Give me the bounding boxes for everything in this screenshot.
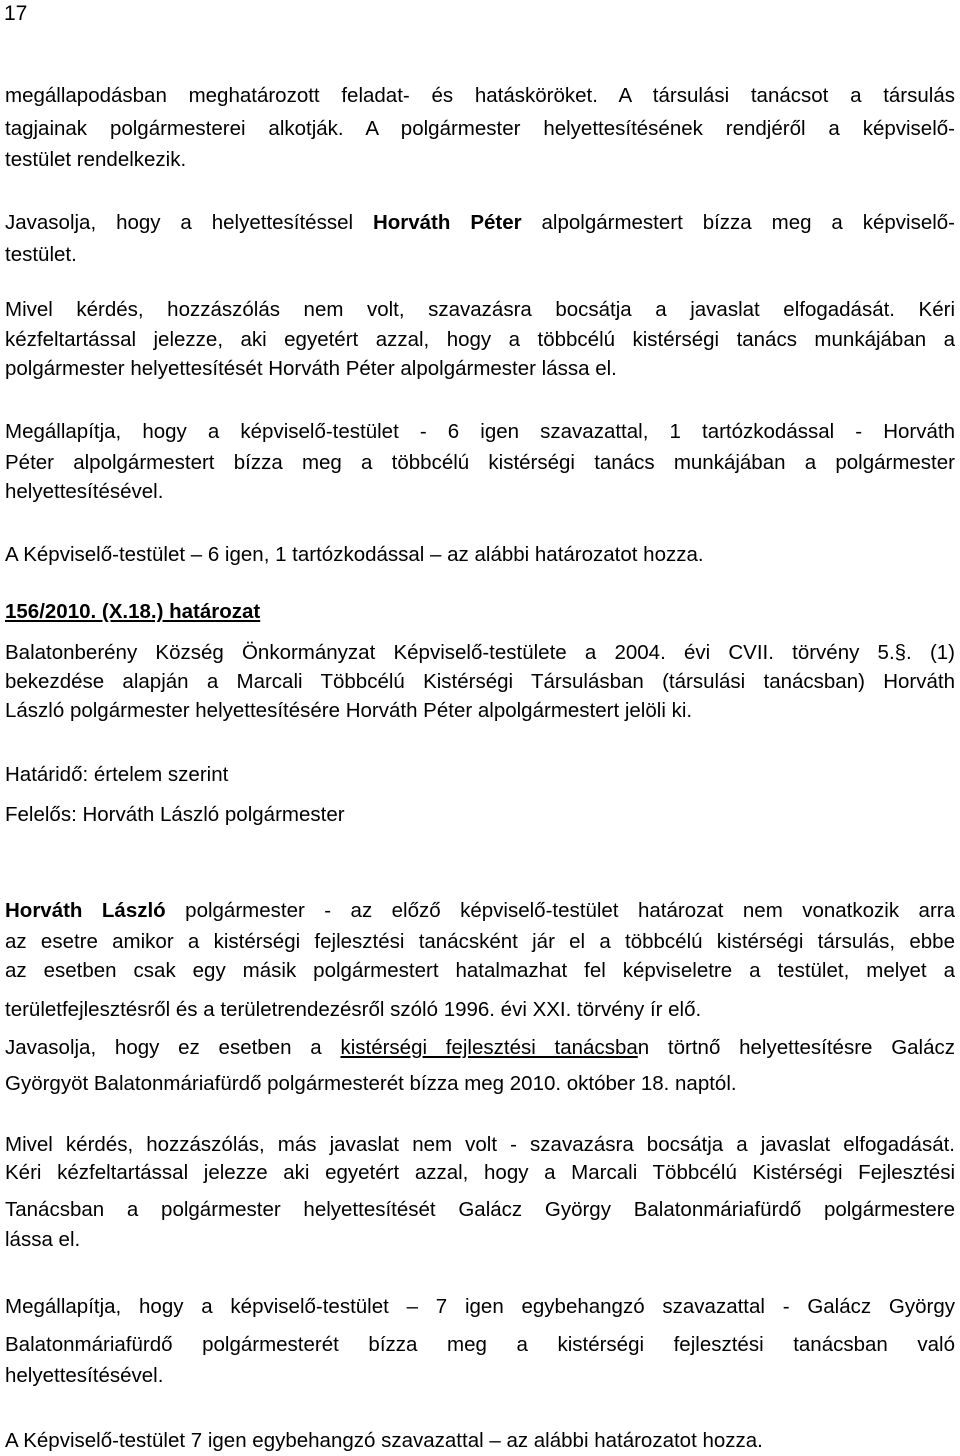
text-span: helyettesítésével. (5, 480, 164, 503)
underlined-text: kistérségi fejlesztési tanácsba (340, 1036, 638, 1059)
text-line (5, 597, 955, 627)
text-line (5, 417, 955, 447)
text-span: Megállapítja, hogy a képviselő-testület – 7 igen egybehangzó szavazattal - Galácz György (5, 1295, 955, 1318)
text-line (5, 354, 955, 384)
text-span: Mivel kérdés, hozzászólás, más javaslat nem volt - szavazásra bocsátja a javaslat elfogadását. (5, 1133, 955, 1156)
text-span: testület rendelkezik. (5, 148, 187, 171)
text-span: lássa el. (5, 1228, 81, 1251)
text-span: László polgármester helyettesítésére Horváth Péter alpolgármestert jelöli ki. (5, 699, 693, 722)
text-span: Péter alpolgármestert bízza meg a többcélú kistérségi tanács munkájában a polgármester (5, 451, 955, 474)
text-line (5, 145, 955, 175)
text-span: Határidő: értelem szerint (5, 763, 229, 786)
text-span: Megállapítja, hogy a képviselő-testület - 6 igen szavazattal, 1 tartózkodással - Horváth (5, 420, 955, 443)
text-line (5, 477, 955, 507)
text-line (5, 896, 955, 926)
text-span: bekezdése alapján a Marcali Többcélú Kistérségi Társulásban (társulási tanácsban) Horváth (5, 670, 955, 693)
text-span: Balatonberény Község Önkormányzat Képviselő-testülete a 2004. évi CVII. törvény 5.§. (1) (5, 641, 955, 664)
text-span: az esetre amikor a kistérségi fejlesztési tanácsként jár el a többcélú kistérségi társulás, ebbe (5, 930, 955, 953)
text-line (5, 638, 955, 668)
text-span: Kéri kézfeltartással jelezze aki egyetért azzal, hogy a Marcali Többcélú Kistérségi Fejlesztési (5, 1161, 955, 1184)
text-span: Javasolja, hogy ez esetben a (5, 1036, 341, 1059)
text-line (5, 1033, 955, 1063)
text-line (5, 1225, 955, 1255)
text-line (5, 760, 955, 790)
text-line (5, 448, 955, 478)
text-span: alpolgármestert bízza meg a képviselő- (521, 211, 955, 234)
page-number: 17 (4, 2, 28, 25)
text-line (5, 1292, 955, 1322)
text-span: helyettesítésével. (5, 1364, 164, 1387)
text-line (5, 995, 955, 1025)
text-line (5, 1158, 955, 1188)
text-line (5, 325, 955, 355)
text-span: kézfeltartással jelezze, aki egyetért azzal, hogy a többcélú kistérségi tanács munkájában a (5, 328, 955, 351)
text-line (5, 240, 955, 270)
text-line (5, 1069, 955, 1099)
text-span: n törtnő helyettesítésre Galácz (637, 1036, 955, 1059)
text-span: A Képviselő-testület – 6 igen, 1 tartózkodással – az alábbi határozatot hozza. (5, 543, 704, 566)
text-line (5, 667, 955, 697)
text-span: az esetben csak egy másik polgármestert hatalmazhat fel képviseletre a testület, melyet a (5, 959, 955, 982)
text-line (5, 956, 955, 986)
text-span: Balatonmáriafürdő polgármesterét bízza meg a kistérségi fejlesztési tanácsban való (5, 1333, 955, 1356)
text-line (5, 114, 955, 144)
text-span: polgármester helyettesítését Horváth Péter alpolgármester lássa el. (5, 357, 617, 380)
text-line (5, 696, 955, 726)
text-span: A Képviselő-testület 7 igen egybehangzó szavazattal – az alábbi határozatot hozza. (5, 1429, 763, 1452)
bold-text (5, 600, 260, 623)
text-line (5, 1330, 955, 1360)
text-line (5, 1130, 955, 1160)
text-line (5, 1361, 955, 1391)
text-line (5, 1195, 955, 1225)
text-span: testület. (5, 243, 77, 266)
text-span: tagjainak polgármesterei alkotják. A polgármester helyettesítésének rendjéről a képviselő- (5, 117, 955, 140)
text-line (5, 208, 955, 238)
text-line (5, 927, 955, 957)
text-span: polgármester - az előző képviselő-testület határozat nem vonatkozik arra (165, 899, 955, 922)
text-line (5, 800, 955, 830)
text-line (5, 540, 955, 570)
text-span: Javasolja, hogy a helyettesítéssel (5, 211, 373, 234)
text-line (5, 295, 955, 325)
underlined-text: 156/2010. (X.18.) határozat (5, 600, 261, 623)
text-line (5, 81, 955, 111)
text-span: Györgyöt Balatonmáriafürdő polgármesterét bízza meg 2010. október 18. naptól. (5, 1072, 737, 1095)
text-span: Felelős: Horváth László polgármester (5, 803, 345, 826)
bold-text: Horváth Péter (372, 211, 522, 234)
text-span: megállapodásban meghatározott feladat- és hatásköröket. A társulási tanácsot a társulás (5, 84, 955, 107)
text-span: Tanácsban a polgármester helyettesítését Galácz György Balatonmáriafürdő polgármestere (5, 1198, 955, 1221)
text-line (5, 1426, 955, 1456)
bold-text: Horváth László (5, 899, 166, 922)
text-span: Mivel kérdés, hozzászólás nem volt, szavazásra bocsátja a javaslat elfogadását. Kéri (5, 298, 955, 321)
text-span: területfejlesztésről és a területrendezésről szóló 1996. évi XXI. törvény ír elő. (5, 998, 702, 1021)
